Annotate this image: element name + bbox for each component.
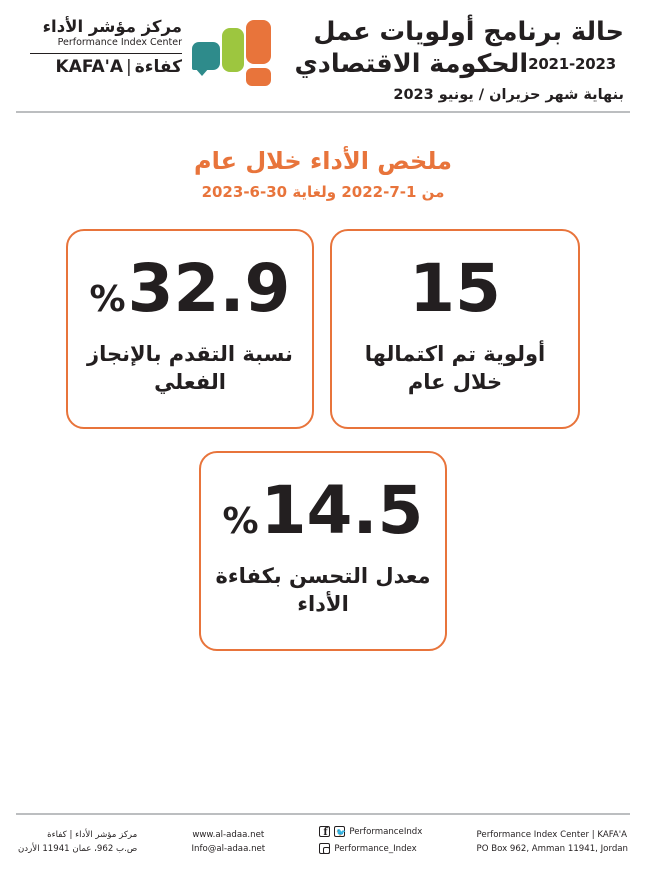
organization-logo [18, 14, 280, 92]
kpi-card-completed [330, 229, 580, 429]
logo-english-name: Performance Index Center [57, 37, 182, 49]
kpi-card-progress [66, 229, 314, 429]
kpi-label-completed: أولوية تم اكتمالها خلال عام [364, 341, 546, 395]
footer-english-name: Performance Index Center | KAFA'A [476, 829, 628, 840]
title-years: 2021-2023 [528, 55, 616, 74]
kpi-value-improvement: 14.5 [260, 471, 424, 549]
logo-divider [30, 53, 182, 54]
footer-english-block [477, 828, 628, 856]
green-bar-icon [222, 28, 244, 72]
title-line-1: حالة برنامج أولويات عمل [313, 17, 624, 47]
logo-brand [30, 58, 182, 77]
footer-arabic-address: ص.ب 962، عمان 11941 الأردن [18, 843, 138, 854]
logo-text-block [30, 16, 182, 77]
kpi-cards-row-1 [0, 229, 646, 429]
footer-arabic-block [18, 828, 137, 856]
kpi-value-improvement-wrapper [222, 471, 424, 549]
summary-date-range: من 1-7-2022 ولغاية 30-6-2023 [201, 183, 445, 202]
title-subtitle: بنهاية شهر حزيران / يونيو 2023 [393, 87, 624, 104]
summary-title: ملخص الأداء خلال عام [193, 147, 452, 176]
title-line-2-wrapper [280, 48, 624, 80]
page-header [0, 0, 646, 109]
instagram-icon[interactable] [319, 843, 330, 854]
kpi-unit-progress: % [89, 278, 126, 320]
logo-mark-icon [188, 16, 280, 92]
footer-website[interactable]: www.al-adaa.net [192, 829, 265, 840]
footer-email[interactable]: Info@al-adaa.net [191, 843, 266, 854]
logo-brand-separator: | [126, 57, 132, 78]
social-row-facebook-twitter[interactable] [319, 825, 422, 839]
kpi-value-completed-wrapper [409, 249, 501, 327]
orange-dot-icon [246, 68, 271, 86]
kpi-value-progress-wrapper [89, 249, 291, 327]
kpi-value-progress: 32.9 [127, 249, 291, 327]
page-title [280, 14, 628, 103]
social-row-instagram[interactable] [319, 842, 422, 856]
kpi-unit-improvement: % [222, 500, 259, 542]
orange-bar-icon [246, 20, 271, 64]
footer-english-address: PO Box 962, Amman 11941, Jordan [476, 843, 628, 854]
kpi-label-progress: نسبة التقدم بالإنجاز الفعلي [87, 341, 293, 395]
twitter-icon[interactable] [334, 826, 345, 837]
facebook-icon[interactable] [319, 826, 330, 837]
logo-arabic-name: مركز مؤشر الأداء [42, 17, 182, 36]
footer-social-block [319, 825, 422, 859]
header-divider [16, 111, 630, 113]
page-footer [0, 815, 646, 871]
speech-bubble-icon [192, 42, 220, 70]
social-handle-instagram[interactable]: Performance_Index [334, 843, 417, 854]
footer-web-block [191, 828, 265, 856]
kpi-card-improvement [199, 451, 447, 651]
footer-arabic-name: مركز مؤشر الأداء | كفاءة [47, 829, 138, 840]
content-spacer [0, 651, 646, 812]
logo-brand-arabic: كفاءة [134, 57, 182, 78]
logo-brand-english: KAFA'A [55, 57, 124, 78]
kpi-value-completed: 15 [409, 249, 501, 327]
kpi-cards-row-2 [0, 451, 646, 651]
kpi-label-improvement: معدل التحسن بكفاءة الأداء [215, 563, 431, 617]
social-handle-primary[interactable]: PerformanceIndx [349, 826, 423, 837]
title-line-2: الحكومة الاقتصادي [294, 49, 529, 80]
